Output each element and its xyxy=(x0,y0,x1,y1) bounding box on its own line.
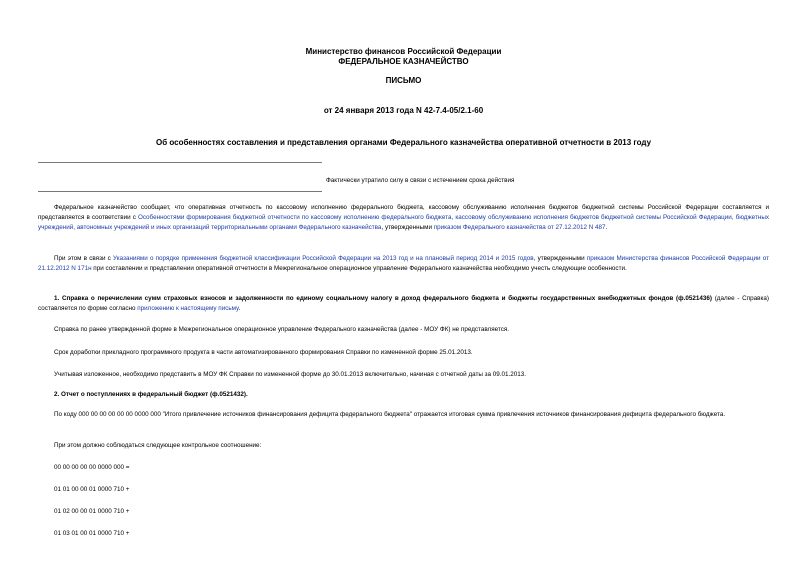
paragraph-control-ratio: При этом должно соблюдаться следующее контрольное соотношение: xyxy=(54,442,262,449)
section-2-heading: 2. Отчет о поступлениях в федеральный бюджет (ф.0521432). xyxy=(54,391,248,398)
paragraph-previous-form: Справка по ранее утвержденной форме в Межрегиональное операционное управление Федерального казначейства (далее - МОУ ФК) не представляется. xyxy=(54,326,510,333)
paragraph-intro: Федеральное казначейство сообщает, что оперативная отчетность по кассовому исполнению федерального бюджета, кассовому обслуживанию исполнения бюджетов бюджетной системы Российской Федерации составляется и представляется в соответствии с Особенностями формирования бюджетной отчетности по кассовому исполнению федерального бюджета, кассовому обслуживанию исполнения бюджетов бюджетной системы Российской Федерации, бюджетных учреждений, автономных учреждений и иных организаций территориальными органами Федерального казначейства, утвержденными приказом Федерального казначейства от 27.12.2012 N 487. xyxy=(38,204,769,231)
code-line: 00 00 00 00 00 0000 000 = xyxy=(54,464,130,471)
paragraph-software-deadline: Срок доработки прикладного программного продукта в части автоматизированного формирования Справки по измененной форме 25.01.2013. xyxy=(54,349,473,356)
paragraph-submission-deadline: Учитывая изложенное, необходимо представить в МОУ ФК Справки по измененной форме до 30.01.2013 включительно, начиная с отчетной даты за 09.01.2013. xyxy=(54,371,527,378)
link-reporting-features[interactable]: Особенностями формирования бюджетной отчетности по кассовому исполнению федерального бюджета, кассовому обслуживанию исполнения бюджетов бюджетной системы Российской Федерации, бюджетных учреждений, автономных учреждений и иных организаций территориальными органами Федерального казначейства xyxy=(38,214,769,231)
status-note: Фактически утратило силу в связи с истечением срока действия xyxy=(326,177,515,184)
link-budget-classification-instructions[interactable]: Указаниями о порядке применения бюджетной классификации Российской Федерации на 2013 год и на плановый период 2014 и 2015 годов xyxy=(113,255,534,262)
code-line: 01 03 01 00 01 0000 710 + xyxy=(54,530,130,537)
document-type: ПИСЬМО xyxy=(385,76,422,85)
divider-top xyxy=(38,162,322,163)
ministry-name: Министерство финансов Российской Федерации xyxy=(305,47,502,56)
link-order-171n[interactable]: приказом Министерства финансов Российской Федерации от 21.12.2012 N 171н xyxy=(38,255,770,272)
link-appendix[interactable]: приложению к настоящему письму xyxy=(137,305,239,312)
divider-bottom xyxy=(38,191,322,192)
link-order-487[interactable]: приказом Федерального казначейства от 27.12.2012 N 487 xyxy=(433,224,606,231)
paragraph-budget-classification: При этом в связи с Указаниями о порядке применения бюджетной классификации Российской Федерации на 2013 год и на плановый период 2014 и 2015 годов, утвержденными приказом Министерства финансов Российской Федерации от 21.12.2012 N 171н при составлении и представлении оперативной отчетности в Межрегиональное операционное управление Федерального казначейства необходимо учесть следующие особенности. xyxy=(38,255,770,272)
code-line: 01 02 00 00 01 0000 710 + xyxy=(54,508,130,515)
code-line: 01 01 00 00 01 0000 710 + xyxy=(54,486,130,493)
agency-name: ФЕДЕРАЛЬНОЕ КАЗНАЧЕЙСТВО xyxy=(338,57,469,66)
section-1-heading: 1. Справка о перечислении сумм страховых взносов и задолженности по единому социальному налогу в доход федерального бюджета и бюджеты государственных внебюджетных фондов (ф.0521436) xyxy=(54,295,712,302)
paragraph-total-code: По коду 000 00 00 00 00 00 0000 000 "Итого привлечение источников финансирования дефицита федерального бюджета" отражается итоговая сумма привлечения источников финансирования дефицита федерального бюджета. xyxy=(54,411,726,418)
document-date-number: от 24 января 2013 года N 42-7.4-05/2.1-60 xyxy=(323,106,484,115)
document-subject: Об особенностях составления и представления органами Федерального казначейства оперативной отчетности в 2013 году xyxy=(155,138,652,147)
section-1: 1. Справка о перечислении сумм страховых взносов и задолженности по единому социальному налогу в доход федерального бюджета и бюджеты государственных внебюджетных фондов (ф.0521436) (далее - Справка) составляется по форме согласно приложению к настоящему письму. xyxy=(38,295,769,312)
